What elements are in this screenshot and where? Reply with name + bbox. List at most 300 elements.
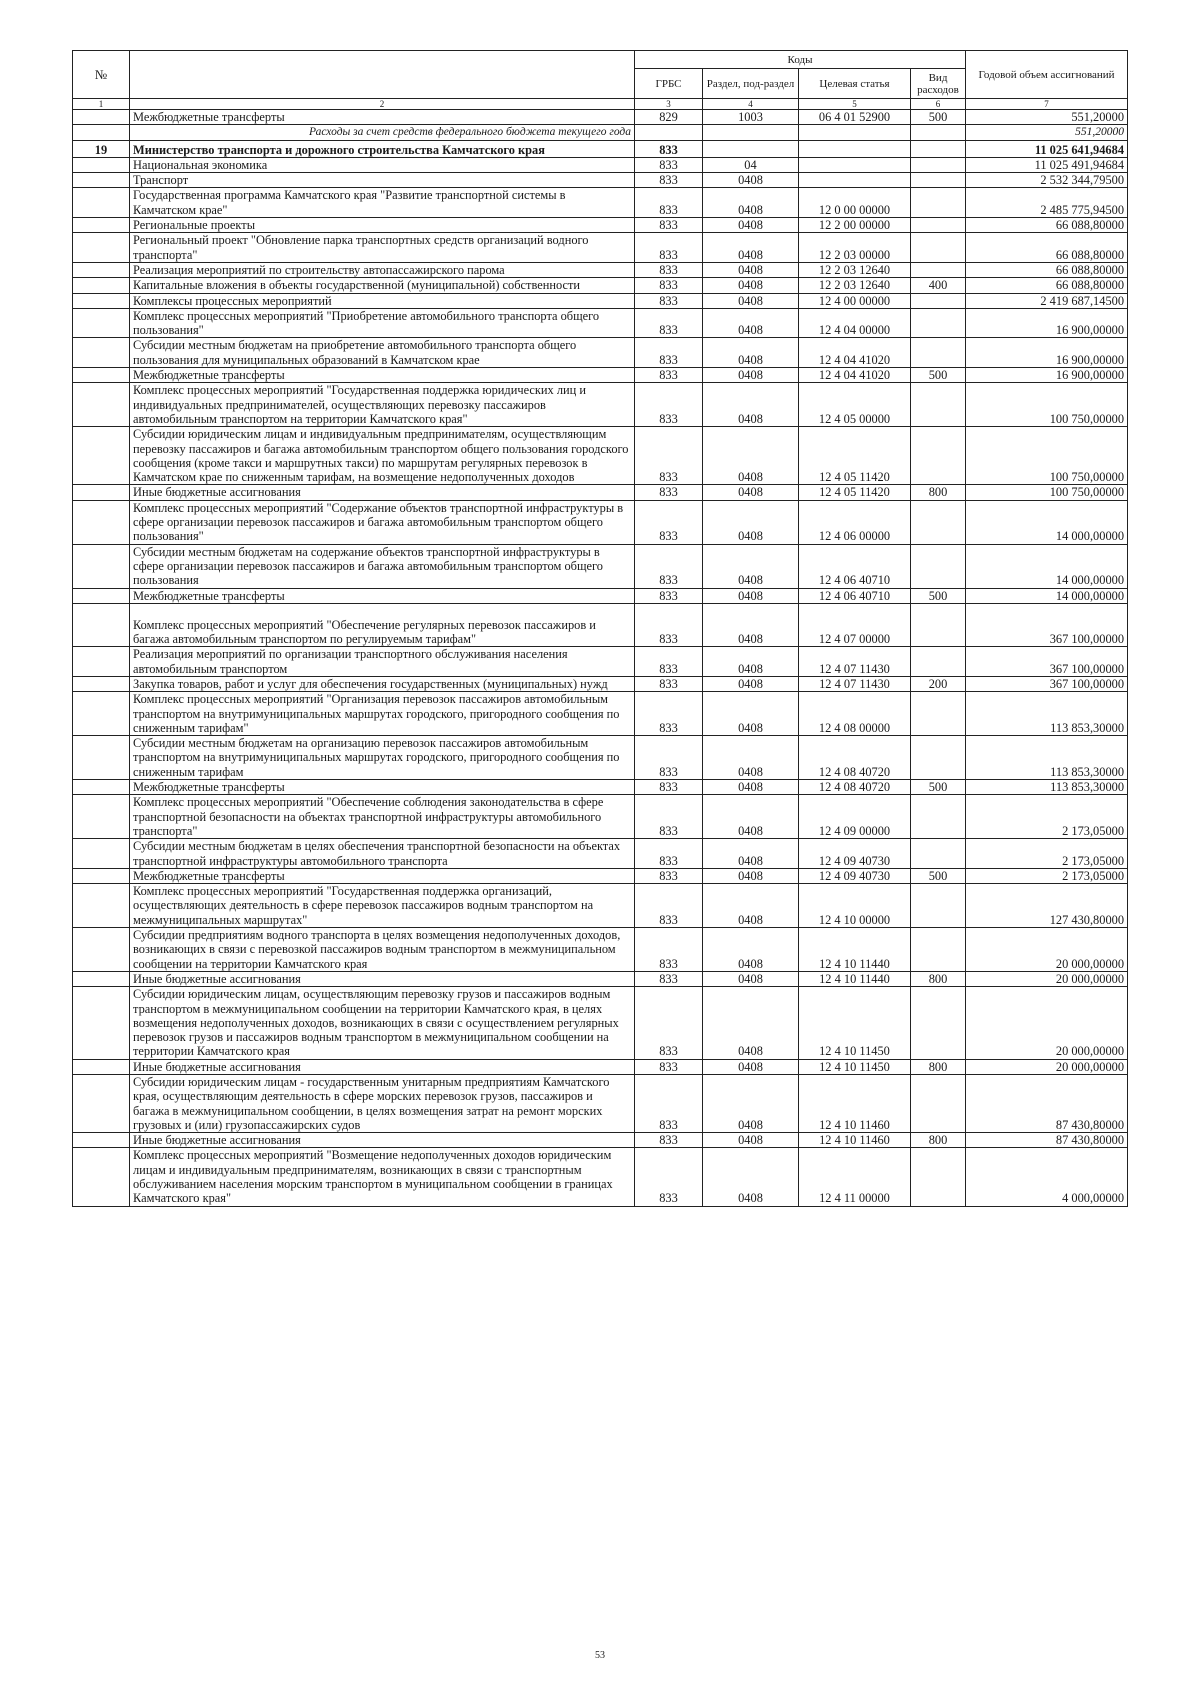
row-expense-kind: 800 bbox=[911, 1059, 966, 1074]
header-section: Раздел, под-раздел bbox=[703, 69, 799, 99]
row-target-article: 12 2 03 12640 bbox=[799, 262, 911, 277]
row-grbs: 833 bbox=[635, 293, 703, 308]
row-target-article: 12 4 08 00000 bbox=[799, 692, 911, 736]
row-grbs: 833 bbox=[635, 544, 703, 588]
row-target-article: 12 4 10 11460 bbox=[799, 1133, 911, 1148]
row-amount: 2 419 687,14500 bbox=[966, 293, 1128, 308]
row-section: 0408 bbox=[703, 928, 799, 972]
row-number bbox=[73, 868, 130, 883]
row-target-article: 12 4 00 00000 bbox=[799, 293, 911, 308]
row-section: 0408 bbox=[703, 1059, 799, 1074]
row-amount: 66 088,80000 bbox=[966, 278, 1128, 293]
row-number bbox=[73, 736, 130, 780]
row-expense-kind: 500 bbox=[911, 780, 966, 795]
row-section: 0408 bbox=[703, 839, 799, 869]
header-volume: Годовой объем ассигнований bbox=[966, 51, 1128, 99]
header-target: Целевая статья bbox=[799, 69, 911, 99]
row-number bbox=[73, 795, 130, 839]
row-grbs: 833 bbox=[635, 262, 703, 277]
table-row bbox=[73, 1059, 1128, 1074]
row-target-article: 12 4 10 00000 bbox=[799, 884, 911, 928]
table-header bbox=[73, 51, 1128, 110]
row-expense-kind bbox=[911, 427, 966, 485]
header-codes: Коды bbox=[635, 51, 966, 69]
row-amount: 16 900,00000 bbox=[966, 308, 1128, 338]
row-expense-kind bbox=[911, 218, 966, 233]
row-amount: 367 100,00000 bbox=[966, 603, 1128, 647]
row-section bbox=[703, 140, 799, 157]
row-target-article: 12 4 09 00000 bbox=[799, 795, 911, 839]
table-row bbox=[73, 676, 1128, 691]
row-number bbox=[73, 603, 130, 647]
table-row bbox=[73, 884, 1128, 928]
row-grbs: 833 bbox=[635, 603, 703, 647]
row-target-article: 12 4 06 40710 bbox=[799, 588, 911, 603]
row-number bbox=[73, 1059, 130, 1074]
row-expense-kind: 800 bbox=[911, 1133, 966, 1148]
budget-table bbox=[72, 50, 1128, 1207]
row-section: 0408 bbox=[703, 233, 799, 263]
table-row bbox=[73, 647, 1128, 677]
row-expense-kind bbox=[911, 987, 966, 1059]
table-row bbox=[73, 262, 1128, 277]
row-amount: 87 430,80000 bbox=[966, 1133, 1128, 1148]
row-amount: 113 853,30000 bbox=[966, 780, 1128, 795]
row-number bbox=[73, 262, 130, 277]
row-section: 0408 bbox=[703, 1148, 799, 1206]
row-name: Комплекс процессных мероприятий "Государственная поддержка юридических лиц и индивидуальных предпринимателей, осуществляющих перевозку пассажиров автомобильным транспортом на территории Камчатского края" bbox=[130, 383, 635, 427]
row-grbs: 833 bbox=[635, 485, 703, 500]
row-amount: 127 430,80000 bbox=[966, 884, 1128, 928]
row-expense-kind bbox=[911, 262, 966, 277]
row-grbs: 833 bbox=[635, 233, 703, 263]
table-row bbox=[73, 278, 1128, 293]
table-row bbox=[73, 218, 1128, 233]
row-number bbox=[73, 500, 130, 544]
row-grbs: 833 bbox=[635, 338, 703, 368]
row-target-article bbox=[799, 140, 911, 157]
row-section: 0408 bbox=[703, 544, 799, 588]
row-number bbox=[73, 839, 130, 869]
row-section: 0408 bbox=[703, 173, 799, 188]
row-number bbox=[73, 1148, 130, 1206]
row-grbs: 833 bbox=[635, 368, 703, 383]
row-amount: 100 750,00000 bbox=[966, 427, 1128, 485]
table-row bbox=[73, 173, 1128, 188]
row-name: Государственная программа Камчатского края "Развитие транспортной системы в Камчатском крае" bbox=[130, 188, 635, 218]
row-target-article bbox=[799, 125, 911, 140]
row-grbs: 833 bbox=[635, 692, 703, 736]
row-target-article: 12 4 06 00000 bbox=[799, 500, 911, 544]
table-row bbox=[73, 795, 1128, 839]
row-section: 0408 bbox=[703, 603, 799, 647]
row-target-article: 12 2 00 00000 bbox=[799, 218, 911, 233]
row-section: 0408 bbox=[703, 308, 799, 338]
row-grbs: 833 bbox=[635, 188, 703, 218]
row-section: 0408 bbox=[703, 868, 799, 883]
row-grbs: 833 bbox=[635, 1133, 703, 1148]
row-amount: 113 853,30000 bbox=[966, 736, 1128, 780]
row-expense-kind bbox=[911, 293, 966, 308]
row-target-article: 12 4 11 00000 bbox=[799, 1148, 911, 1206]
column-index-2: 2 bbox=[130, 99, 635, 110]
row-target-article: 12 4 04 41020 bbox=[799, 368, 911, 383]
row-expense-kind bbox=[911, 157, 966, 172]
row-name: Иные бюджетные ассигнования bbox=[130, 971, 635, 986]
row-amount: 100 750,00000 bbox=[966, 383, 1128, 427]
table-row bbox=[73, 603, 1128, 647]
row-name: Комплексы процессных мероприятий bbox=[130, 293, 635, 308]
row-name: Комплекс процессных мероприятий "Обеспечение соблюдения законодательства в сфере транспортной безопасности на объектах транспортной инфраструктуры автомобильного транспорта" bbox=[130, 795, 635, 839]
row-number: 19 bbox=[73, 140, 130, 157]
row-grbs: 833 bbox=[635, 736, 703, 780]
row-grbs: 833 bbox=[635, 427, 703, 485]
row-expense-kind: 400 bbox=[911, 278, 966, 293]
row-expense-kind bbox=[911, 692, 966, 736]
row-name: Межбюджетные трансферты bbox=[130, 780, 635, 795]
row-number bbox=[73, 485, 130, 500]
table-row bbox=[73, 427, 1128, 485]
table-row bbox=[73, 971, 1128, 986]
row-name: Субсидии юридическим лицам, осуществляющим перевозку грузов и пассажиров водным транспортом в межмуниципальном сообщении на территории Камчатского края, в целях возмещения недополученных доходов, возникающих в связи с осуществлением регулярных перевозок грузов и пассажиров водным транспортом в межмуниципальном сообщении на территории Камчатского края bbox=[130, 987, 635, 1059]
row-name: Субсидии юридическим лицам - государственным унитарным предприятиям Камчатского края, осуществляющим деятельность в сфере морских перевозок грузов, пассажиров и багажа в межмуниципальном сообщении, в целях возмещения затрат на ремонт морских грузовых и (или) грузопассажирских судов bbox=[130, 1075, 635, 1133]
row-number bbox=[73, 544, 130, 588]
row-number bbox=[73, 1075, 130, 1133]
row-target-article: 12 4 04 00000 bbox=[799, 308, 911, 338]
row-expense-kind bbox=[911, 839, 966, 869]
row-name: Национальная экономика bbox=[130, 157, 635, 172]
table-row bbox=[73, 1075, 1128, 1133]
row-target-article: 12 4 06 40710 bbox=[799, 544, 911, 588]
row-amount: 113 853,30000 bbox=[966, 692, 1128, 736]
row-grbs: 833 bbox=[635, 1059, 703, 1074]
row-number bbox=[73, 692, 130, 736]
row-amount: 367 100,00000 bbox=[966, 647, 1128, 677]
table-row bbox=[73, 157, 1128, 172]
row-target-article: 12 4 10 11440 bbox=[799, 928, 911, 972]
row-expense-kind: 800 bbox=[911, 485, 966, 500]
row-target-article: 12 4 10 11450 bbox=[799, 987, 911, 1059]
row-name: Субсидии местным бюджетам в целях обеспечения транспортной безопасности на объектах транспортной инфраструктуры автомобильного транспорта bbox=[130, 839, 635, 869]
table-row bbox=[73, 987, 1128, 1059]
row-amount: 367 100,00000 bbox=[966, 676, 1128, 691]
row-grbs: 833 bbox=[635, 647, 703, 677]
row-number bbox=[73, 884, 130, 928]
row-number bbox=[73, 383, 130, 427]
row-number bbox=[73, 157, 130, 172]
row-section: 0408 bbox=[703, 1133, 799, 1148]
row-section: 0408 bbox=[703, 795, 799, 839]
row-name: Реализация мероприятий по организации транспортного обслуживания населения автомобильным транспортом bbox=[130, 647, 635, 677]
column-index-6: 6 bbox=[911, 99, 966, 110]
row-number bbox=[73, 987, 130, 1059]
table-row bbox=[73, 1133, 1128, 1148]
table-row bbox=[73, 338, 1128, 368]
row-expense-kind bbox=[911, 1075, 966, 1133]
row-name: Министерство транспорта и дорожного строительства Камчатского края bbox=[130, 140, 635, 157]
row-expense-kind bbox=[911, 795, 966, 839]
row-target-article bbox=[799, 157, 911, 172]
row-section: 0408 bbox=[703, 676, 799, 691]
row-expense-kind bbox=[911, 928, 966, 972]
row-section: 0408 bbox=[703, 368, 799, 383]
table-row bbox=[73, 233, 1128, 263]
row-amount: 16 900,00000 bbox=[966, 338, 1128, 368]
column-index-5: 5 bbox=[799, 99, 911, 110]
row-target-article: 12 0 00 00000 bbox=[799, 188, 911, 218]
row-number bbox=[73, 293, 130, 308]
row-name: Субсидии местным бюджетам на содержание объектов транспортной инфраструктуры в сфере организации перевозок пассажиров и багажа автомобильным транспортом общего пользования bbox=[130, 544, 635, 588]
row-grbs: 833 bbox=[635, 868, 703, 883]
row-section: 0408 bbox=[703, 218, 799, 233]
row-section: 0408 bbox=[703, 692, 799, 736]
row-number bbox=[73, 647, 130, 677]
row-expense-kind bbox=[911, 308, 966, 338]
row-grbs: 833 bbox=[635, 500, 703, 544]
row-amount: 100 750,00000 bbox=[966, 485, 1128, 500]
column-index-7: 7 bbox=[966, 99, 1128, 110]
row-grbs: 833 bbox=[635, 1075, 703, 1133]
row-expense-kind bbox=[911, 383, 966, 427]
row-amount: 20 000,00000 bbox=[966, 1059, 1128, 1074]
row-section: 1003 bbox=[703, 110, 799, 125]
row-amount: 11 025 641,94684 bbox=[966, 140, 1128, 157]
row-name: Комплекс процессных мероприятий "Приобретение автомобильного транспорта общего пользования" bbox=[130, 308, 635, 338]
row-grbs: 829 bbox=[635, 110, 703, 125]
row-target-article: 12 4 07 11430 bbox=[799, 676, 911, 691]
row-amount: 2 532 344,79500 bbox=[966, 173, 1128, 188]
row-section: 0408 bbox=[703, 647, 799, 677]
row-expense-kind bbox=[911, 736, 966, 780]
row-amount: 14 000,00000 bbox=[966, 500, 1128, 544]
row-grbs: 833 bbox=[635, 308, 703, 338]
row-section: 0408 bbox=[703, 884, 799, 928]
row-amount: 2 173,05000 bbox=[966, 868, 1128, 883]
table-row bbox=[73, 736, 1128, 780]
column-index-row bbox=[73, 99, 1128, 110]
row-name: Комплекс процессных мероприятий "Организация перевозок пассажиров автомобильным транспортом на внутримуниципальных маршрутах городского, пригородного сообщения по сниженным тарифам" bbox=[130, 692, 635, 736]
row-grbs: 833 bbox=[635, 780, 703, 795]
row-section: 0408 bbox=[703, 971, 799, 986]
table-row bbox=[73, 544, 1128, 588]
row-grbs: 833 bbox=[635, 218, 703, 233]
page-number: 53 bbox=[595, 1650, 605, 1661]
row-section: 0408 bbox=[703, 500, 799, 544]
row-grbs: 833 bbox=[635, 839, 703, 869]
column-index-4: 4 bbox=[703, 99, 799, 110]
row-section: 0408 bbox=[703, 485, 799, 500]
table-row bbox=[73, 500, 1128, 544]
table-row bbox=[73, 293, 1128, 308]
row-name: Транспорт bbox=[130, 173, 635, 188]
row-name: Межбюджетные трансферты bbox=[130, 110, 635, 125]
row-expense-kind: 500 bbox=[911, 110, 966, 125]
row-section: 0408 bbox=[703, 736, 799, 780]
row-target-article: 12 4 04 41020 bbox=[799, 338, 911, 368]
row-grbs: 833 bbox=[635, 971, 703, 986]
row-amount: 551,20000 bbox=[966, 110, 1128, 125]
header-kind: Вид расходов bbox=[911, 69, 966, 99]
row-name: Комплекс процессных мероприятий "Содержание объектов транспортной инфраструктуры в сфере организации перевозок пассажиров и багажа автомобильным транспортом общего пользования" bbox=[130, 500, 635, 544]
row-expense-kind bbox=[911, 188, 966, 218]
row-amount: 16 900,00000 bbox=[966, 368, 1128, 383]
row-expense-kind: 500 bbox=[911, 588, 966, 603]
row-name: Субсидии местным бюджетам на организацию перевозок пассажиров автомобильным транспортом на внутримуниципальных маршрутах городского, пригородного сообщения по сниженным тарифам bbox=[130, 736, 635, 780]
row-target-article bbox=[799, 173, 911, 188]
row-section: 0408 bbox=[703, 278, 799, 293]
row-name: Реализация мероприятий по строительству автопассажирского парома bbox=[130, 262, 635, 277]
row-amount: 551,20000 bbox=[966, 125, 1128, 140]
row-grbs: 833 bbox=[635, 588, 703, 603]
table-row bbox=[73, 588, 1128, 603]
row-number bbox=[73, 188, 130, 218]
row-target-article: 12 4 07 00000 bbox=[799, 603, 911, 647]
row-section: 0408 bbox=[703, 188, 799, 218]
row-name: Иные бюджетные ассигнования bbox=[130, 485, 635, 500]
row-expense-kind bbox=[911, 500, 966, 544]
row-section: 0408 bbox=[703, 987, 799, 1059]
table-row bbox=[73, 368, 1128, 383]
row-grbs: 833 bbox=[635, 987, 703, 1059]
row-target-article: 12 4 05 11420 bbox=[799, 485, 911, 500]
row-section: 0408 bbox=[703, 262, 799, 277]
row-target-article: 12 2 03 12640 bbox=[799, 278, 911, 293]
row-grbs: 833 bbox=[635, 928, 703, 972]
row-target-article: 12 4 05 00000 bbox=[799, 383, 911, 427]
row-grbs: 833 bbox=[635, 157, 703, 172]
column-index-3: 3 bbox=[635, 99, 703, 110]
row-target-article: 12 4 10 11450 bbox=[799, 1059, 911, 1074]
row-name: Региональный проект "Обновление парка транспортных средств организаций водного транспорта" bbox=[130, 233, 635, 263]
row-section: 0408 bbox=[703, 427, 799, 485]
table-row bbox=[73, 110, 1128, 125]
row-expense-kind bbox=[911, 647, 966, 677]
table-row bbox=[73, 868, 1128, 883]
row-target-article: 12 4 10 11440 bbox=[799, 971, 911, 986]
row-amount: 20 000,00000 bbox=[966, 987, 1128, 1059]
column-index-1: 1 bbox=[73, 99, 130, 110]
row-amount: 2 173,05000 bbox=[966, 795, 1128, 839]
row-section: 0408 bbox=[703, 588, 799, 603]
row-target-article: 06 4 01 52900 bbox=[799, 110, 911, 125]
row-amount: 11 025 491,94684 bbox=[966, 157, 1128, 172]
table-row bbox=[73, 308, 1128, 338]
row-number bbox=[73, 110, 130, 125]
row-target-article: 12 4 09 40730 bbox=[799, 868, 911, 883]
row-grbs: 833 bbox=[635, 278, 703, 293]
row-section: 04 bbox=[703, 157, 799, 172]
budget-table-sheet bbox=[72, 50, 1127, 1207]
row-name: Комплекс процессных мероприятий "Государственная поддержка организаций, осуществляющих деятельность в сфере перевозок пассажиров водным транспортом на межмуниципальных маршрутах" bbox=[130, 884, 635, 928]
table-body bbox=[73, 110, 1128, 1207]
row-target-article: 12 4 08 40720 bbox=[799, 736, 911, 780]
row-target-article: 12 4 08 40720 bbox=[799, 780, 911, 795]
row-name: Иные бюджетные ассигнования bbox=[130, 1133, 635, 1148]
row-target-article: 12 4 05 11420 bbox=[799, 427, 911, 485]
row-name: Субсидии местным бюджетам на приобретение автомобильного транспорта общего пользования для муниципальных образований в Камчатском крае bbox=[130, 338, 635, 368]
table-row bbox=[73, 140, 1128, 157]
row-number bbox=[73, 676, 130, 691]
row-number bbox=[73, 780, 130, 795]
row-expense-kind: 500 bbox=[911, 368, 966, 383]
header-no: № bbox=[73, 51, 130, 99]
row-number bbox=[73, 1133, 130, 1148]
row-section: 0408 bbox=[703, 293, 799, 308]
table-row bbox=[73, 485, 1128, 500]
row-grbs: 833 bbox=[635, 795, 703, 839]
row-expense-kind bbox=[911, 884, 966, 928]
row-section: 0408 bbox=[703, 383, 799, 427]
row-grbs: 833 bbox=[635, 676, 703, 691]
row-grbs: 833 bbox=[635, 1148, 703, 1206]
row-name: Иные бюджетные ассигнования bbox=[130, 1059, 635, 1074]
row-expense-kind: 500 bbox=[911, 868, 966, 883]
row-section: 0408 bbox=[703, 780, 799, 795]
row-name: Межбюджетные трансферты bbox=[130, 368, 635, 383]
row-name: Расходы за счет средств федерального бюджета текущего года bbox=[130, 125, 635, 140]
row-amount: 14 000,00000 bbox=[966, 588, 1128, 603]
row-number bbox=[73, 928, 130, 972]
row-number bbox=[73, 125, 130, 140]
row-amount: 14 000,00000 bbox=[966, 544, 1128, 588]
row-expense-kind: 800 bbox=[911, 971, 966, 986]
row-amount: 87 430,80000 bbox=[966, 1075, 1128, 1133]
row-number bbox=[73, 278, 130, 293]
row-amount: 4 000,00000 bbox=[966, 1148, 1128, 1206]
row-name: Комплекс процессных мероприятий "Обеспечение регулярных перевозок пассажиров и багажа автомобильным транспортом по регулируемым тарифам" bbox=[130, 603, 635, 647]
table-row bbox=[73, 692, 1128, 736]
table-row bbox=[73, 383, 1128, 427]
row-expense-kind bbox=[911, 603, 966, 647]
row-name: Субсидии предприятиям водного транспорта в целях возмещения недополученных доходов, возникающих в связи с перевозкой пассажиров водным транспортом в межмуниципальном сообщении на территории Камчатского края bbox=[130, 928, 635, 972]
row-grbs bbox=[635, 125, 703, 140]
row-number bbox=[73, 368, 130, 383]
table-row bbox=[73, 188, 1128, 218]
row-number bbox=[73, 233, 130, 263]
row-number bbox=[73, 427, 130, 485]
row-section: 0408 bbox=[703, 1075, 799, 1133]
row-expense-kind bbox=[911, 338, 966, 368]
row-expense-kind: 200 bbox=[911, 676, 966, 691]
row-expense-kind bbox=[911, 233, 966, 263]
row-number bbox=[73, 338, 130, 368]
row-number bbox=[73, 588, 130, 603]
row-name: Капитальные вложения в объекты государственной (муниципальной) собственности bbox=[130, 278, 635, 293]
row-amount: 20 000,00000 bbox=[966, 971, 1128, 986]
row-number bbox=[73, 971, 130, 986]
row-name: Региональные проекты bbox=[130, 218, 635, 233]
row-name: Закупка товаров, работ и услуг для обеспечения государственных (муниципальных) нужд bbox=[130, 676, 635, 691]
row-amount: 66 088,80000 bbox=[966, 262, 1128, 277]
row-amount: 20 000,00000 bbox=[966, 928, 1128, 972]
row-expense-kind bbox=[911, 173, 966, 188]
header-grbs: ГРБС bbox=[635, 69, 703, 99]
row-expense-kind bbox=[911, 140, 966, 157]
row-section: 0408 bbox=[703, 338, 799, 368]
row-amount: 2 485 775,94500 bbox=[966, 188, 1128, 218]
row-name: Межбюджетные трансферты bbox=[130, 588, 635, 603]
row-number bbox=[73, 218, 130, 233]
row-amount: 2 173,05000 bbox=[966, 839, 1128, 869]
row-name: Субсидии юридическим лицам и индивидуальным предпринимателям, осуществляющим перевозку пассажиров и багажа автомобильным транспортом общего пользования городского сообщения (кроме такси и маршрутных такси) по маршрутам регулярных перевозок в Камчатском крае по сниженным тарифам, на возмещение недополученных доходов bbox=[130, 427, 635, 485]
row-grbs: 833 bbox=[635, 884, 703, 928]
table-row bbox=[73, 780, 1128, 795]
row-expense-kind bbox=[911, 1148, 966, 1206]
row-name: Комплекс процессных мероприятий "Возмещение недополученных доходов юридическим лицам и индивидуальным предпринимателям, возникающих в связи с транспортным обслуживанием населения морским транспортом в муниципальном сообщении в границах Камчатского края" bbox=[130, 1148, 635, 1206]
row-name: Межбюджетные трансферты bbox=[130, 868, 635, 883]
table-row bbox=[73, 928, 1128, 972]
table-row bbox=[73, 839, 1128, 869]
